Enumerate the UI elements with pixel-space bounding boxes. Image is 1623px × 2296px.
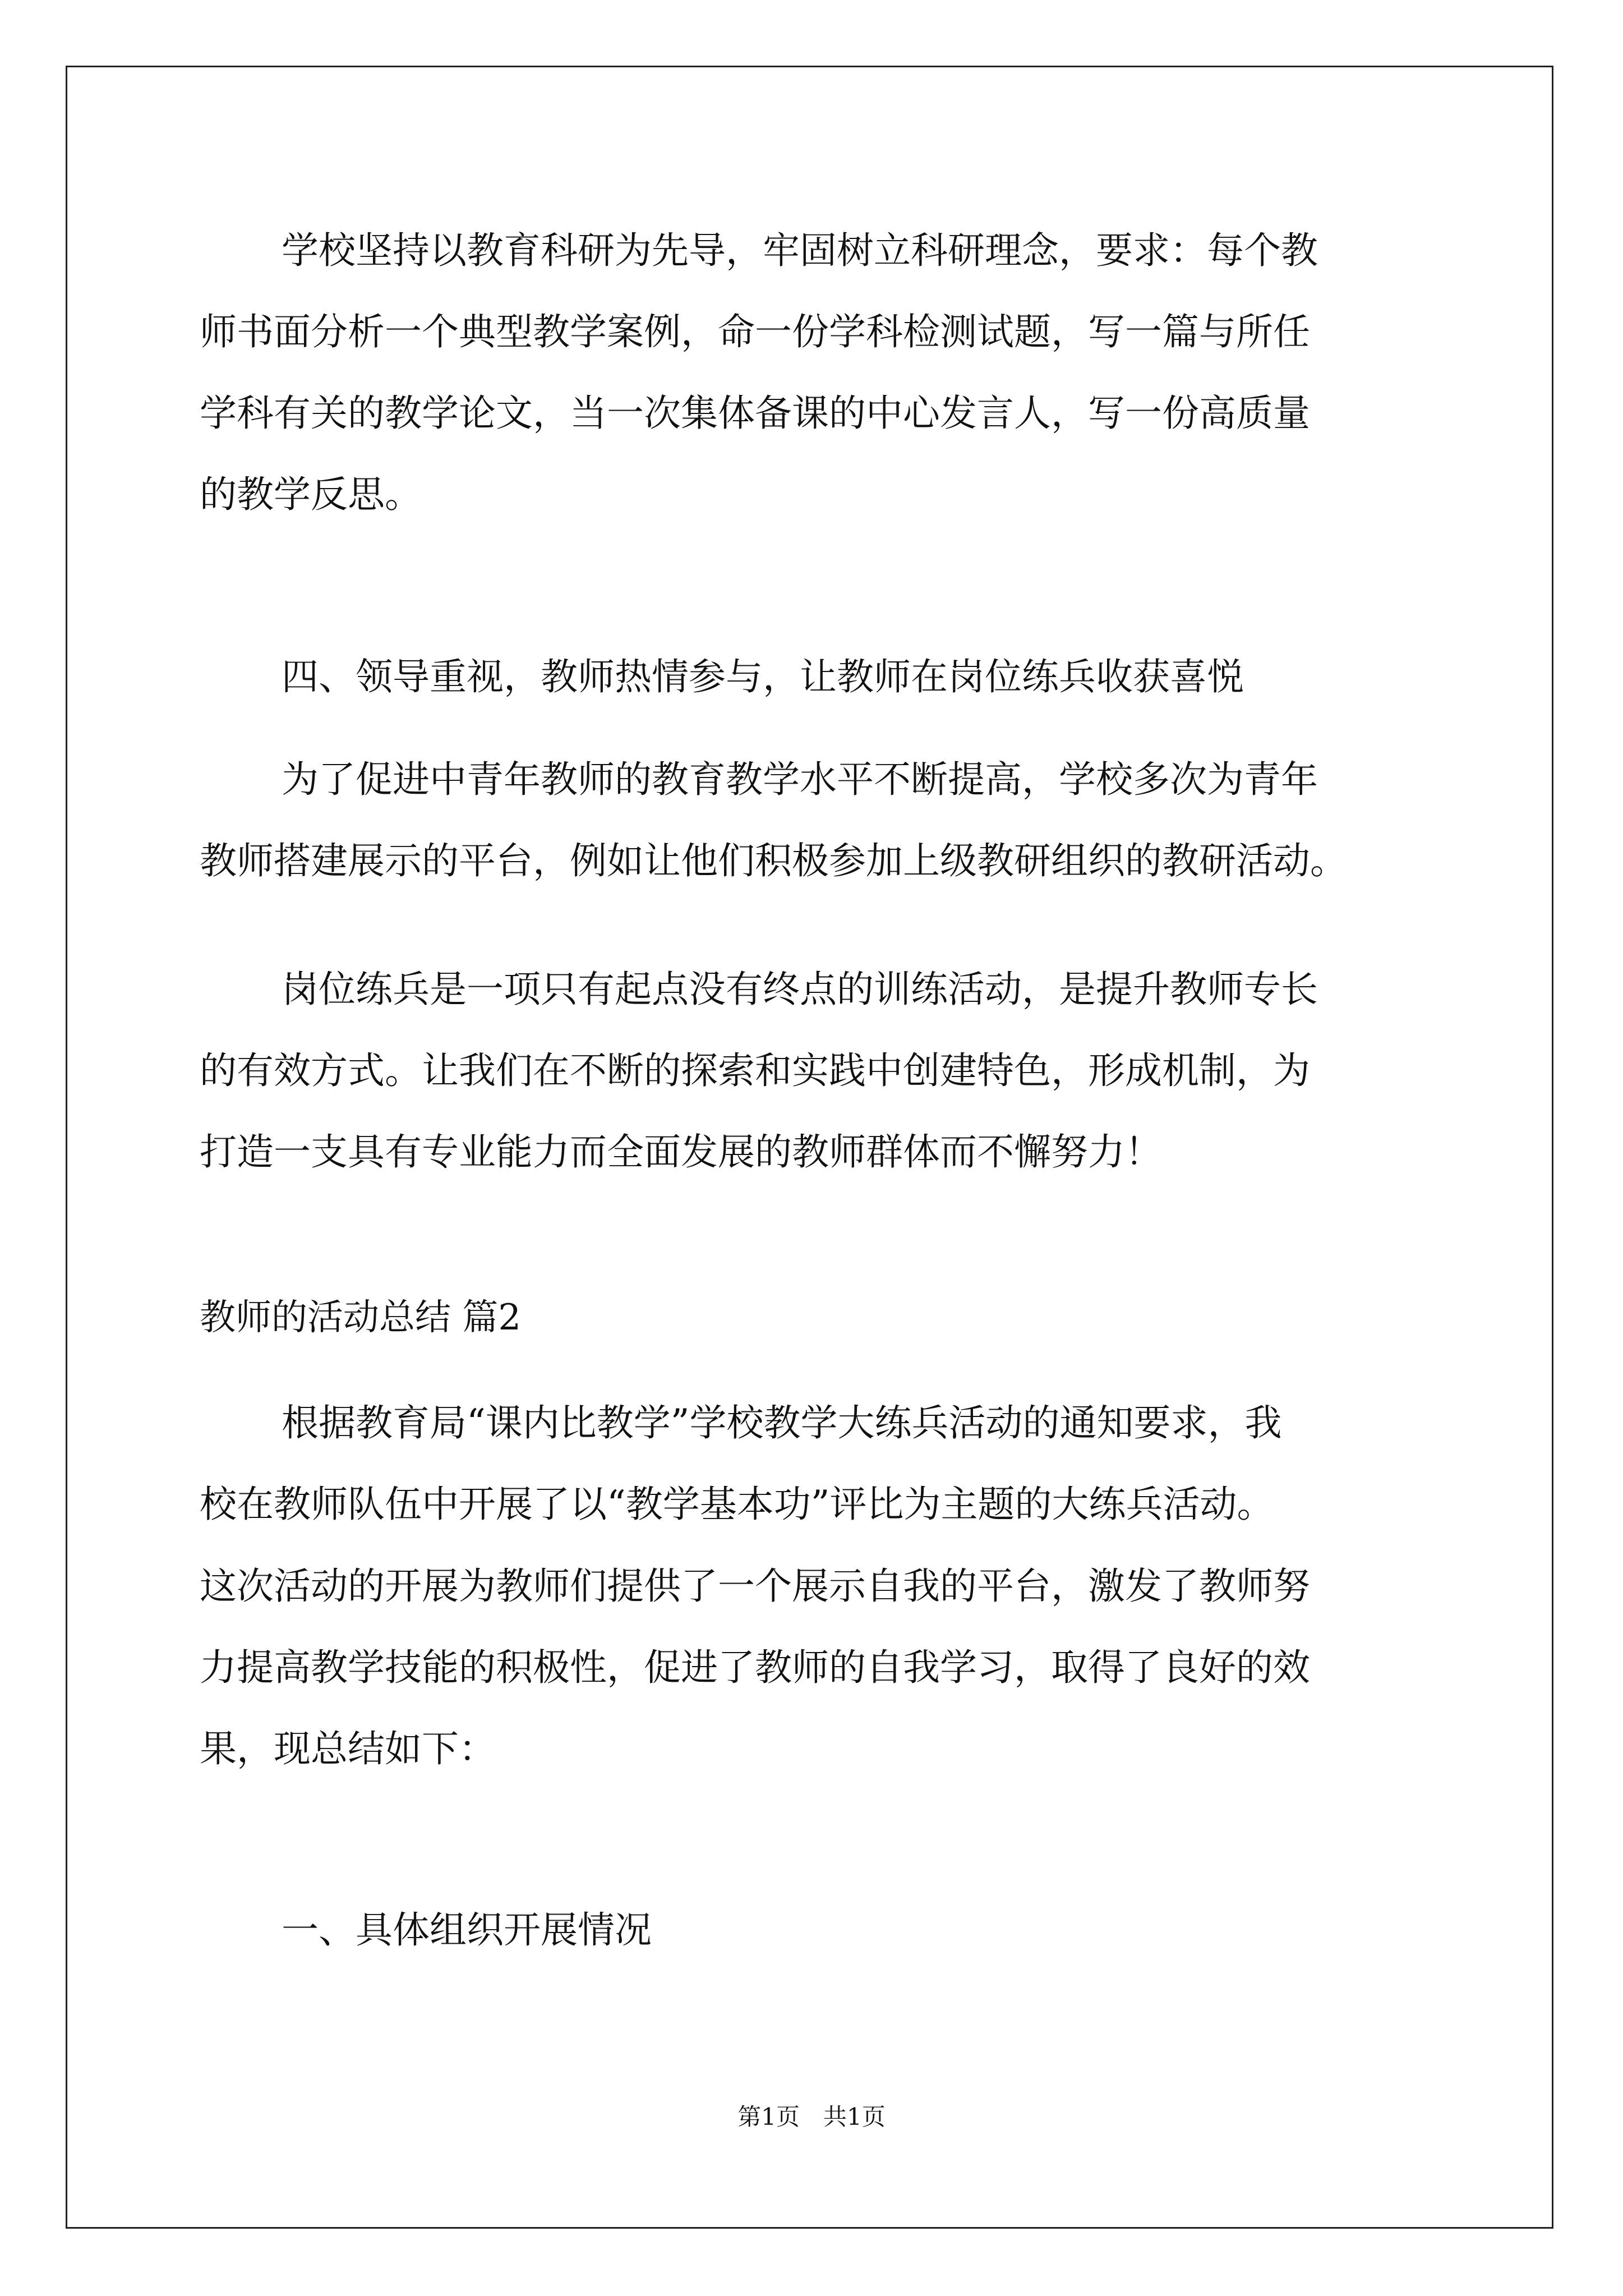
paragraph-line: 的有效方式。让我们在不断的探索和实践中创建特色，形成机制，为 xyxy=(200,1049,1310,1092)
paragraph-line: 校在教师队伍中开展了以“教学基本功”评比为主题的大练兵活动。 xyxy=(200,1483,1274,1526)
paragraph-line: 师书面分析一个典型教学案例，命一份学科检测试题，写一篇与所任 xyxy=(200,310,1310,353)
paragraph-line: 学科有关的教学论文，当一次集体备课的中心发言人，写一份高质量 xyxy=(200,392,1310,435)
paragraph-line: 果，现总结如下： xyxy=(200,1727,496,1770)
paragraph-line: 教师搭建展示的平台，例如让他们积极参加上级教研组织的教研活动。 xyxy=(200,839,1347,882)
paragraph-line: 岗位练兵是一项只有起点没有终点的训练活动，是提升教师专长 xyxy=(282,968,1318,1011)
paragraph-line: 这次活动的开展为教师们提供了一个展示自我的平台，激发了教师努 xyxy=(200,1565,1310,1608)
paragraph-line: 为了促进中青年教师的教育教学水平不断提高，学校多次为青年 xyxy=(282,758,1318,801)
paragraph-line: 学校坚持以教育科研为先导，牢固树立科研理念，要求：每个教 xyxy=(282,229,1318,272)
paragraph-line: 根据教育局“课内比教学”学校教学大练兵活动的通知要求，我 xyxy=(282,1401,1282,1444)
page-number: 第1页 共1页 xyxy=(737,2103,886,2131)
paragraph-line: 力提高教学技能的积极性，促进了教师的自我学习，取得了良好的效 xyxy=(200,1646,1310,1689)
section-heading: 四、领导重视，教师热情参与，让教师在岗位练兵收获喜悦 xyxy=(282,655,1244,698)
article-title: 教师的活动总结 篇2 xyxy=(200,1297,522,1338)
paragraph-line: 的教学反思。 xyxy=(200,473,422,516)
section-heading: 一、具体组织开展情况 xyxy=(282,1908,652,1952)
paragraph-line: 打造一支具有专业能力而全面发展的教师群体而不懈努力！ xyxy=(200,1130,1162,1174)
